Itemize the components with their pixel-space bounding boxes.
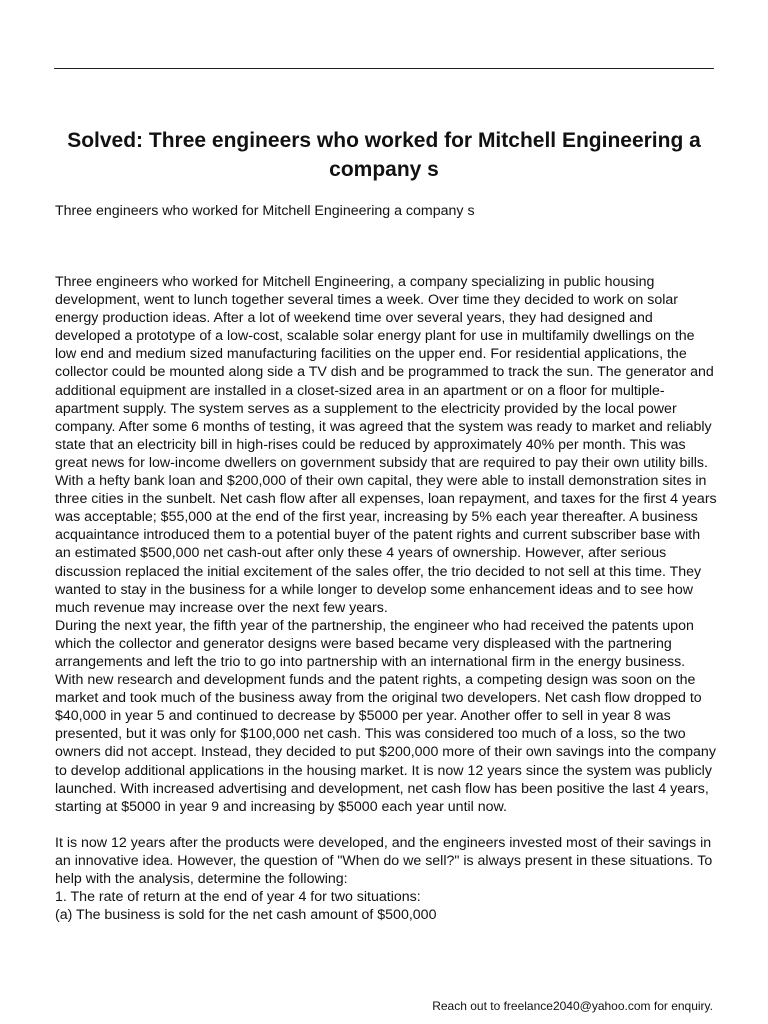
footer-contact-note: Reach out to freelance2040@yahoo.com for enquiry. <box>432 999 713 1013</box>
body-paragraph: It is now 12 years after the products were developed, and the engineers invested most of their savings in an innovative idea. However, the question of "When do we sell?" is always present in these situations. To help with the analysis, determine the following: <box>55 834 713 887</box>
document-body <box>55 273 717 924</box>
top-divider <box>54 68 714 69</box>
body-paragraph: Three engineers who worked for Mitchell Engineering, a company specializing in public housing development, went to lunch together several times a week. Over time they decided to work on solar energy production ideas. After a lot of weekend time over several years, they had designed and developed a prototype of a low-cost, scalable solar energy plant for use in multifamily dwellings on the low end and medium sized manufacturing facilities on the upper end. For residential applications, the collector could be mounted along side a TV dish and be programmed to track the sun. The generator and additional equipment are installed in a closet-sized area in an apartment or on a floor for multiple-apartment supply. The system serves as a supplement to the electricity provided by the local power company. After some 6 months of testing, it was agreed that the system was ready to market and reliably state that an electricity bill in high-rises could be reduced by approximately 40% per month. This was great news for low-income dwellers on government subsidy that are required to pay their own utility bills. With a hefty bank loan and $200,000 of their own capital, they were able to install demonstration sites in three cities in the sunbelt. Net cash flow after all expenses, loan repayment, and taxes for the first 4 years was acceptable; $55,000 at the end of the first year, increasing by 5% each year thereafter. A business acquaintance introduced them to a potential buyer of the patent rights and current subscriber base with an estimated $500,000 net cash-out after only these 4 years of ownership. However, after serious discussion replaced the initial excitement of the sales offer, the trio decided to not sell at this time. They wanted to stay in the business for a while longer to develop some enhancement ideas and to see how much revenue may increase over the next few years. <box>55 274 717 616</box>
body-paragraph: During the next year, the fifth year of the partnership, the engineer who had received the patents upon which the collector and generator designs were based became very displeased with the partnering arrangements and left the trio to go into partnership with an international firm in the energy business. With new research and development funds and the patent rights, a competing design was soon on the market and took much of the business away from the original two developers. Net cash flow dropped to $40,000 in year 5 and continued to decrease by $5000 per year. Another offer to sell in year 8 was presented, but it was only for $100,000 net cash. This was considered too much of a loss, so the two owners did not accept. Instead, they decided to put $200,000 more of their own savings into the company to develop additional applications in the housing market. It is now 12 years since the system was publicly launched. With increased advertising and development, net cash flow has been positive the last 4 years, starting at $5000 in year 9 and increasing by $5000 each year until now. <box>55 617 716 815</box>
document-subtitle: Three engineers who worked for Mitchell Engineering a company s <box>55 203 475 219</box>
document-title: Solved: Three engineers who worked for Mitchell Engineering a company s <box>67 129 701 181</box>
question-item: 1. The rate of return at the end of year 4 for two situations: <box>55 889 421 906</box>
question-subitem: (a) The business is sold for the net cash amount of $500,000 <box>55 907 437 924</box>
